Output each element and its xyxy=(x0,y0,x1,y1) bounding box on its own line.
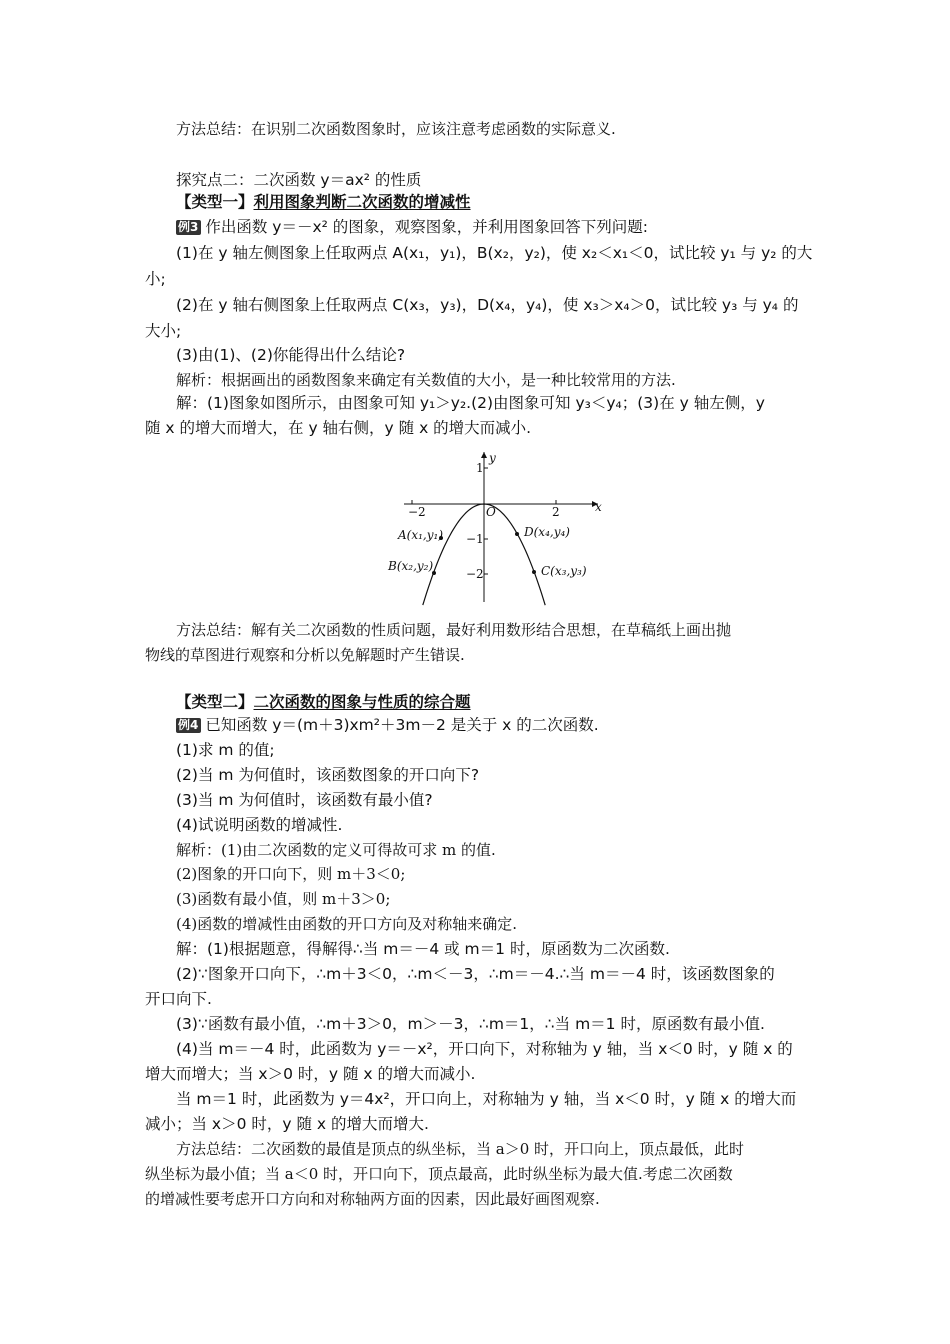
example-3-solution-b: 随 x 的增大而增大，在 y 轴右侧，y 随 x 的增大而减小. xyxy=(145,419,532,437)
summary-2b: 物线的草图进行观察和分析以免解题时产生错误. xyxy=(145,646,465,664)
example-3-q2b: 大小; xyxy=(145,322,182,340)
example-4-solution-2a: (2)∵图象开口向下，∴m＋3＜0，∴m＜－3，∴m＝－4.∴当 m＝－4 时，该函数图象的 xyxy=(176,965,775,983)
example-4-solution-5a: 当 m＝1 时，此函数为 y＝4x²，开口向上，对称轴为 y 轴，当 x＜0 时，y 随 x 的增大而 xyxy=(176,1090,797,1108)
type-2-bracket: 【类型二】 xyxy=(176,693,254,711)
example-4-q4: (4)试说明函数的增减性. xyxy=(176,816,343,834)
y-axis-label: y xyxy=(489,451,496,465)
example-3-tag: 例3 xyxy=(176,220,201,235)
example-4-tag: 例4 xyxy=(176,718,201,733)
point-C xyxy=(532,570,536,574)
example-4-q1: (1)求 m 的值; xyxy=(176,741,275,759)
point-D xyxy=(515,532,519,536)
tick-label-x-pos2: 2 xyxy=(552,505,560,519)
tick-label-y-neg1: −1 xyxy=(466,532,484,546)
example-4-summary-a: 方法总结：二次函数的最值是顶点的纵坐标，当 a＞0 时，开口向上，顶点最低，此时 xyxy=(176,1140,745,1158)
type-1-heading xyxy=(176,192,471,212)
origin-label: O xyxy=(486,505,496,519)
example-4-analysis-2: (2)图象的开口向下，则 m＋3＜0; xyxy=(176,865,406,883)
example-4-solution-4a: (4)当 m＝－4 时，此函数为 y＝－x²，开口向下，对称轴为 y 轴，当 x＜0 时，y 随 x 的 xyxy=(176,1040,793,1058)
summary-1: 方法总结：在识别二次函数图象时，应该注意考虑函数的实际意义. xyxy=(176,120,616,138)
label-A: A(x₁,y₁) xyxy=(398,528,444,542)
example-4-q2: (2)当 m 为何值时，该函数图象的开口向下? xyxy=(176,766,480,784)
example-3-analysis: 解析：根据画出的函数图象来确定有关数值的大小，是一种比较常用的方法. xyxy=(176,371,676,389)
example-3-stem: 作出函数 y＝－x² 的图象，观察图象，并利用图象回答下列问题: xyxy=(205,218,648,236)
example-4-stem: 已知函数 y＝(m＋3)xm²＋3m－2 是关于 x 的二次函数. xyxy=(205,716,599,734)
example-4-stem-line xyxy=(176,715,599,735)
tick-label-x-neg2: −2 xyxy=(408,505,426,519)
type-2-title: 二次函数的图象与性质的综合题 xyxy=(253,693,471,711)
example-4-analysis-1: 解析：(1)由二次函数的定义可得故可求 m 的值. xyxy=(176,841,496,859)
label-D: D(x₄,y₄) xyxy=(524,525,570,539)
example-4-solution-4b: 增大而增大；当 x＞0 时，y 随 x 的增大而减小. xyxy=(145,1065,476,1083)
example-3-q2a: (2)在 y 轴右侧图象上任取两点 C(x₃，y₃)，D(x₄，y₄)，使 x₃＞x₄＞0，试比较 y₃ 与 y₄ 的 xyxy=(176,296,799,314)
example-4-solution-3: (3)∵函数有最小值，∴m＋3＞0，m＞－3，∴m＝1，∴当 m＝1 时，原函数有最小值. xyxy=(176,1015,765,1033)
example-3-stem-line xyxy=(176,217,648,237)
example-3-solution-a: 解：(1)图象如图所示，由图象可知 y₁＞y₂.(2)由图象可知 y₃＜y₄；(3)在 y 轴左侧，y xyxy=(176,394,765,412)
example-4-summary-c: 的增减性要考虑开口方向和对称轴两方面的因素，因此最好画图观察. xyxy=(145,1190,600,1208)
example-4-solution-1: 解：(1)根据题意，得解得∴当 m＝－4 或 m＝1 时，原函数为二次函数. xyxy=(176,940,670,958)
example-3-q1b: 小; xyxy=(145,270,166,288)
example-4-analysis-3: (3)函数有最小值，则 m＋3＞0; xyxy=(176,890,391,908)
example-4-summary-b: 纵坐标为最小值；当 a＜0 时，开口向下，顶点最高，此时纵坐标为最大值.考虑二次函数 xyxy=(145,1165,733,1183)
label-C: C(x₃,y₃) xyxy=(541,564,587,578)
example-3-q1a: (1)在 y 轴左侧图象上任取两点 A(x₁，y₁)，B(x₂，y₂)，使 x₂＜x₁＜0，试比较 y₁ 与 y₂ 的大 xyxy=(176,244,813,262)
type-1-title: 利用图象判断二次函数的增减性 xyxy=(253,193,471,211)
x-axis-label: x xyxy=(595,500,602,514)
example-4-solution-2b: 开口向下. xyxy=(145,990,212,1008)
example-3-q3: (3)由(1)、(2)你能得出什么结论? xyxy=(176,346,406,364)
example-4-q3: (3)当 m 为何值时，该函数有最小值? xyxy=(176,791,433,809)
tick-label-y-neg2: −2 xyxy=(466,567,484,581)
example-4-analysis-4: (4)函数的增减性由函数的开口方向及对称轴来确定. xyxy=(176,915,518,933)
tick-label-y-1: 1 xyxy=(476,461,484,475)
section-2-title: 探究点二：二次函数 y＝ax² 的性质 xyxy=(176,171,422,189)
parabola-graph xyxy=(388,448,604,606)
type-2-heading xyxy=(176,692,471,712)
type-1-bracket: 【类型一】 xyxy=(176,193,254,211)
example-4-solution-5b: 减小；当 x＞0 时，y 随 x 的增大而增大. xyxy=(145,1115,429,1133)
label-B: B(x₂,y₂) xyxy=(388,559,434,573)
summary-2a: 方法总结：解有关二次函数的性质问题，最好利用数形结合思想，在草稿纸上画出抛 xyxy=(176,621,732,639)
